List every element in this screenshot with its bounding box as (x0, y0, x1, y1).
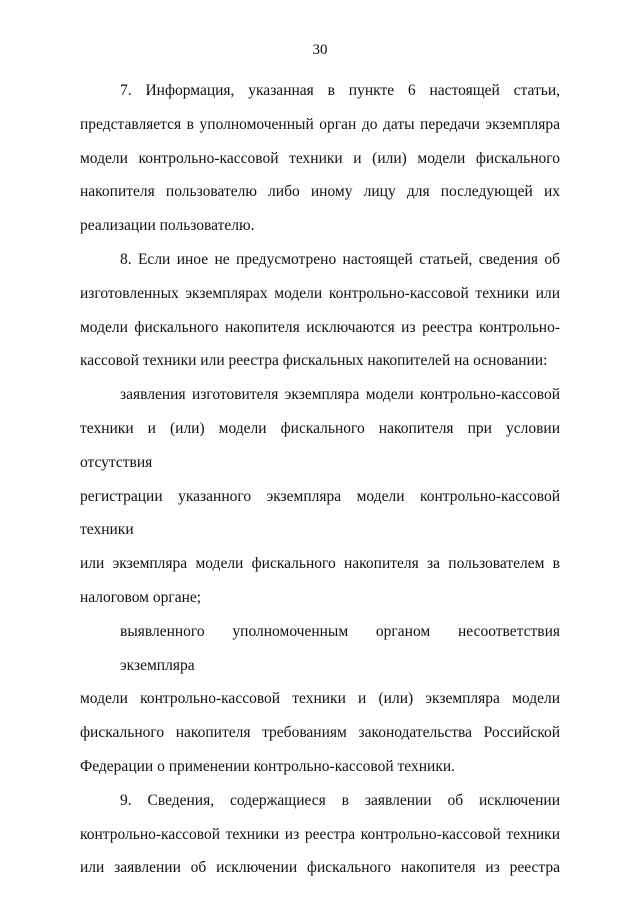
paragraph-line: представляется в уполномоченный орган до даты передачи экземпляра (80, 115, 560, 133)
paragraph-line: регистрации указанного экземпляра модели контрольно-кассовой техники (80, 487, 560, 539)
paragraph-line: накопителя пользователю либо иному лицу для последующей их (80, 183, 560, 201)
paragraph-item-9 (80, 784, 560, 885)
paragraph-line: Федерации о применении контрольно-кассовой техники. (80, 757, 456, 775)
paragraph-line: фискального накопителя требованиям законодательства Российской (80, 724, 560, 742)
paragraph-sub-nonconformity (80, 615, 560, 784)
page-number: 30 (312, 42, 328, 58)
paragraph-item-7 (80, 74, 560, 243)
paragraph-line: модели контрольно-кассовой техники и (или) экземпляра модели (80, 690, 560, 708)
paragraph-sub-application (80, 378, 560, 615)
paragraph-line: 7. Информация, указанная в пункте 6 настоящей статьи, (120, 82, 560, 99)
paragraph-line: налоговом органе; (80, 588, 202, 606)
paragraph-line: заявления изготовителя экземпляра модели контрольно-кассовой (120, 386, 560, 404)
paragraph-line: или экземпляра модели фискального накопителя за пользователем в (80, 555, 560, 573)
paragraph-line: или заявлении об исключении фискального накопителя из реестра (80, 859, 560, 877)
paragraph-line: модели фискального накопителя исключаются из реестра контрольно- (80, 318, 560, 336)
document-body (80, 74, 560, 885)
paragraph-line: выявленного уполномоченным органом несоответствия экземпляра (120, 622, 560, 674)
paragraph-line: 9. Сведения, содержащиеся в заявлении об исключении (120, 791, 560, 809)
paragraph-line: техники и (или) модели фискального накопителя при условии отсутствия (80, 419, 560, 471)
paragraph-line: контрольно-кассовой техники из реестра контрольно-кассовой техники (80, 825, 560, 843)
paragraph-line: кассовой техники или реестра фискальных накопителей на основании: (80, 352, 548, 370)
paragraph-line: изготовленных экземплярах модели контрольно-кассовой техники или (80, 284, 560, 302)
paragraph-line: реализации пользователю. (80, 217, 255, 235)
paragraph-line: 8. Если иное не предусмотрено настоящей статьей, сведения об (120, 250, 560, 268)
paragraph-line: модели контрольно-кассовой техники и (или) модели фискального (80, 149, 560, 167)
paragraph-item-8 (80, 243, 560, 378)
